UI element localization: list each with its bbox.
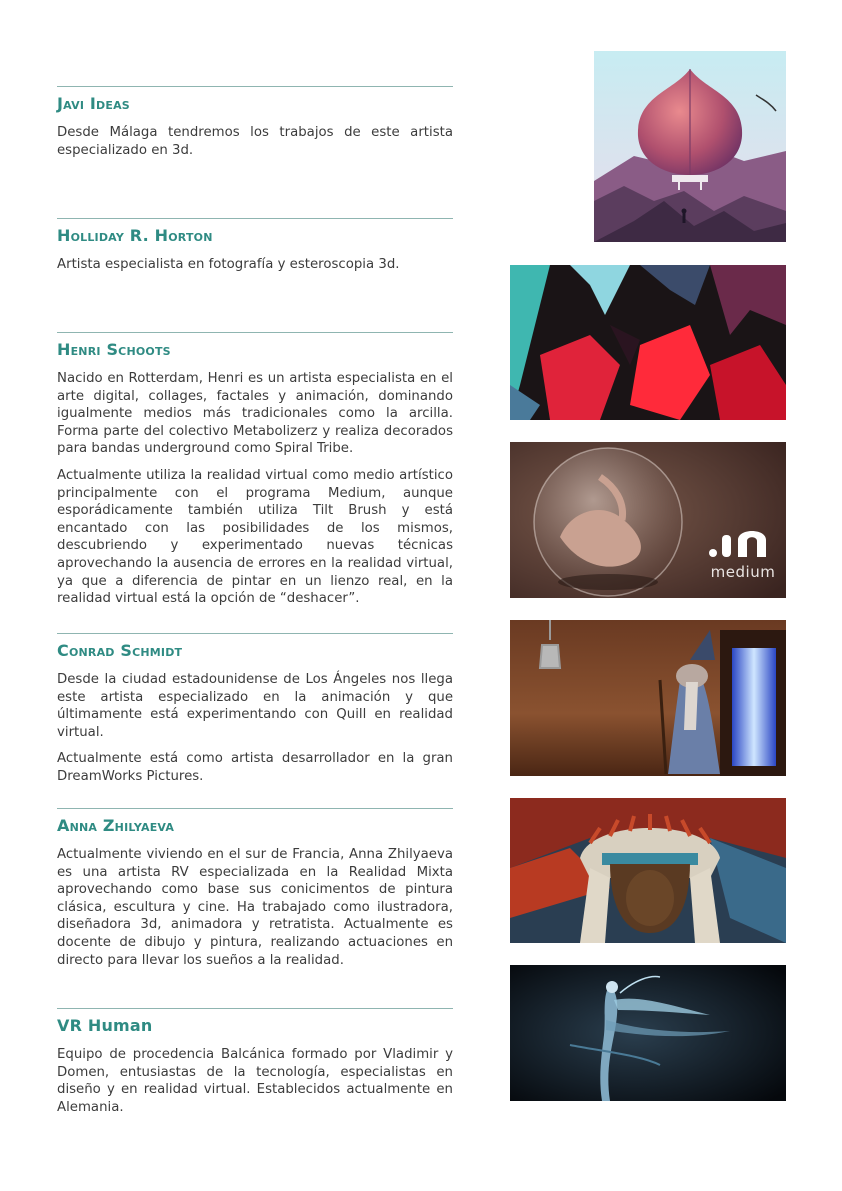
artist-section-anna-zhilyaeva: [57, 808, 453, 969]
dome-landscape-illustration-icon: [594, 51, 786, 242]
artwork-image-holliday-horton: [510, 265, 786, 420]
artist-description: Actualmente está como artista desarrollador en la gran DreamWorks Pictures.: [57, 751, 453, 784]
section-divider: [57, 218, 453, 219]
section-divider: [57, 332, 453, 333]
artist-section-conrad-schmidt: [57, 633, 453, 786]
abstract-red-black-artwork-icon: [510, 265, 786, 420]
artist-description: Nacido en Rotterdam, Henri es un artista especialista en el arte digital, collages, factales y animación, dominando igualmente medios más tradicionales como la arcilla. Forma parte del colectivo Metabolizerz y realiza decorados para bandas underground como Spiral Tribe.: [57, 371, 453, 457]
artwork-image-anna-zhilyaeva: [510, 798, 786, 943]
section-divider: [57, 86, 453, 87]
artist-description: Desde Málaga tendremos los trabajos de este artista especializado en 3d.: [57, 125, 453, 158]
artist-section-javi-ideas: [57, 86, 453, 159]
artist-name: Anna Zhilyaeva: [57, 816, 175, 835]
artist-name: Henri Schoots: [57, 340, 171, 359]
section-divider: [57, 1008, 453, 1009]
wizard-scene-icon: [510, 620, 786, 776]
artist-description: Actualmente utiliza la realidad virtual como medio artístico principalmente con el programa Medium, aunque esporádicamente también utiliza Tilt Brush y está encantado con las posibilidades de los mismos, descubriendo y experimentado nuevas técnicas aprovechando la ausencia de errores en la realidad virtual, ya que a diferencia de pintar en un lienzo real, en la realidad virtual está la opción de “deshacer”.: [57, 467, 453, 607]
artwork-image-javi-ideas: [594, 51, 786, 242]
artist-name: Conrad Schmidt: [57, 641, 183, 660]
section-divider: [57, 808, 453, 809]
artwork-image-conrad-schmidt: [510, 620, 786, 776]
artist-description: Desde la ciudad estadounidense de Los Ángeles nos llega este artista especializado en la animación y que últimamente está experimentando con Quill en realidad virtual.: [57, 672, 453, 740]
artist-section-henri-schoots: [57, 332, 453, 608]
artwork-image-vr-human: [510, 965, 786, 1101]
artwork-image-henri-schoots: [510, 442, 786, 598]
artist-section-holliday-horton: [57, 218, 453, 274]
artist-description: Artista especialista en fotografía y esteroscopia 3d.: [57, 257, 400, 272]
dancer-figure-dark-icon: [510, 965, 786, 1101]
artist-section-vr-human: [57, 1008, 453, 1116]
artist-description: Equipo de procedencia Balcánica formado por Vladimir y Domen, entusiastas de la tecnología, especialistas en diseño y en realidad virtual. Establecidos actualmente en Alemania.: [57, 1047, 453, 1115]
section-divider: [57, 633, 453, 634]
artist-name: VR Human: [57, 1016, 153, 1035]
artist-description: Actualmente viviendo en el sur de Francia, Anna Zhilyaeva es una artista RV especializada en la Realidad Mixta aprovechando como base sus conicimentos de pintura clásica, escultura y cine. Ha trabajado como ilustradora, diseñadora 3d, animadora y retratista. Actualmente es docente de dibujo y pintura, realizando actuaciones en directo para llevar los sueños a la realidad.: [57, 847, 453, 968]
native-headdress-portrait-icon: [510, 798, 786, 943]
medium-logo-text: medium: [710, 563, 776, 581]
artist-name: Holliday R. Horton: [57, 226, 213, 245]
artist-name: Javi Ideas: [57, 94, 130, 113]
